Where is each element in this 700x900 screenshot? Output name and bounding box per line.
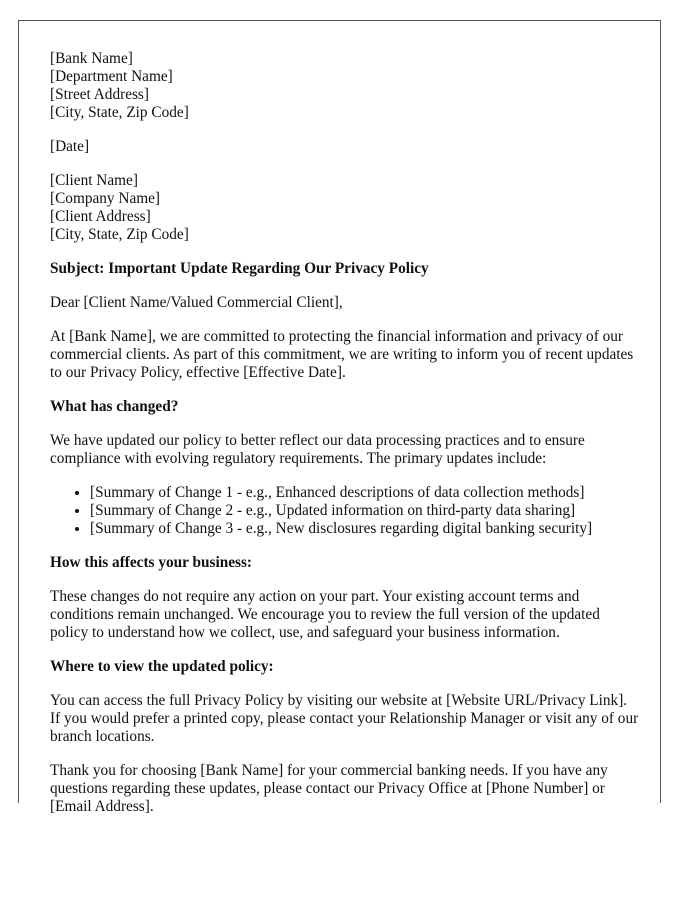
sender-department: [Department Name] bbox=[50, 68, 173, 85]
letter-content bbox=[50, 50, 640, 832]
view-policy-heading: Where to view the updated policy: bbox=[50, 658, 274, 675]
recipient-address bbox=[50, 172, 640, 244]
recipient-company-name: [Company Name] bbox=[50, 190, 161, 207]
impact-paragraph: These changes do not require any action on your part. Your existing account terms and conditions remain unchanged. We encourage you to review the full version of the updated policy to understand how we collect, use, and safeguard your business information. bbox=[50, 588, 600, 641]
changes-heading: What has changed? bbox=[50, 398, 179, 415]
closing-paragraph: Thank you for choosing [Bank Name] for your commercial banking needs. If you have any questions regarding these updates, please contact our Privacy Office at [Phone Number] or [Email Address]. bbox=[50, 762, 608, 815]
changes-paragraph: We have updated our policy to better reflect our data processing practices and to ensure compliance with evolving regulatory requirements. The primary updates include: bbox=[50, 432, 585, 467]
recipient-client-address: [Client Address] bbox=[50, 208, 151, 225]
sender-city-state-zip: [City, State, Zip Code] bbox=[50, 104, 189, 121]
letter-date bbox=[50, 138, 640, 156]
recipient-city-state-zip: [City, State, Zip Code] bbox=[50, 226, 189, 243]
list-item: • [Summary of Change 1 - e.g., Enhanced descriptions of data collection methods] bbox=[90, 484, 640, 502]
sender-bank-name: [Bank Name] bbox=[50, 50, 133, 67]
view-policy-paragraph: You can access the full Privacy Policy by visiting our website at [Website URL/Privacy Link]. If you would prefer a printed copy, please contact your Relationship Manager or visit any of our branch locations. bbox=[50, 692, 639, 745]
date-text: [Date] bbox=[50, 138, 90, 155]
salutation: Dear [Client Name/Valued Commercial Client], bbox=[50, 294, 343, 311]
sender-address bbox=[50, 50, 640, 122]
changes-list bbox=[50, 484, 640, 538]
recipient-client-name: [Client Name] bbox=[50, 172, 138, 189]
subject-line: Subject: Important Update Regarding Our Privacy Policy bbox=[50, 260, 429, 277]
list-item: • [Summary of Change 2 - e.g., Updated information on third-party data sharing] bbox=[90, 502, 640, 520]
sender-street: [Street Address] bbox=[50, 86, 149, 103]
intro-paragraph: At [Bank Name], we are committed to protecting the financial information and privacy of our commercial clients. As part of this commitment, we are writing to inform you of recent updates to our Privacy Policy, effective [Effective Date]. bbox=[50, 328, 634, 381]
letter-page bbox=[18, 20, 661, 815]
list-item: • [Summary of Change 3 - e.g., New disclosures regarding digital banking security] bbox=[90, 520, 640, 538]
impact-heading: How this affects your business: bbox=[50, 554, 252, 571]
